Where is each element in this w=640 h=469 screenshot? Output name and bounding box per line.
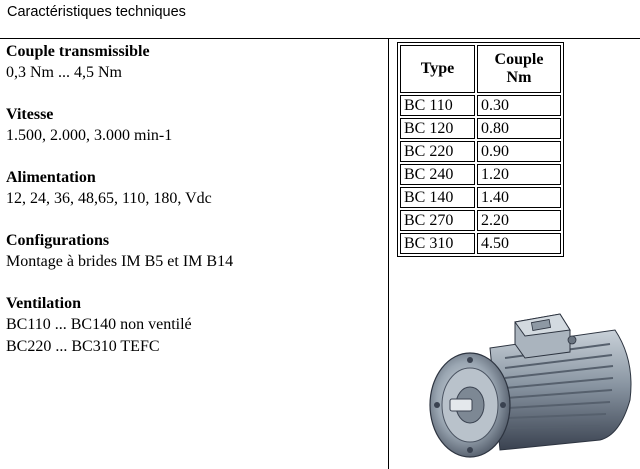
cell-type: BC 240 xyxy=(400,164,475,185)
page-header xyxy=(0,0,640,39)
spec-value: Montage à brides IM B5 et IM B14 xyxy=(6,253,234,270)
cell-type: BC 310 xyxy=(400,233,475,254)
spec-ventilation xyxy=(6,294,384,358)
column-header-couple-line1: Couple xyxy=(494,51,544,68)
table-row xyxy=(400,118,561,139)
spec-title: Couple transmissible xyxy=(6,43,150,60)
cell-type: BC 110 xyxy=(400,95,475,116)
cell-couple: 4.50 xyxy=(477,233,561,254)
spec-title: Configurations xyxy=(6,232,110,249)
motor-image xyxy=(420,300,640,469)
column-divider xyxy=(388,39,389,469)
specs-list xyxy=(6,42,384,379)
spec-title: Ventilation xyxy=(6,295,81,312)
table-row xyxy=(400,210,561,231)
cell-type: BC 120 xyxy=(400,118,475,139)
column-header-couple-line2: Nm xyxy=(506,69,532,86)
spec-alimentation xyxy=(6,168,384,210)
spec-title: Vitesse xyxy=(6,106,54,123)
cell-type: BC 140 xyxy=(400,187,475,208)
cell-couple: 0.30 xyxy=(477,95,561,116)
spec-value: 12, 24, 36, 48,65, 110, 180, Vdc xyxy=(6,190,212,207)
cell-couple: 1.20 xyxy=(477,164,561,185)
column-header-couple xyxy=(477,45,561,93)
spec-vitesse xyxy=(6,105,384,147)
table-row xyxy=(400,95,561,116)
table-row xyxy=(400,164,561,185)
spec-value: BC110 ... BC140 non ventilé xyxy=(6,316,192,333)
spec-value: 1.500, 2.000, 3.000 min-1 xyxy=(6,127,173,144)
cell-couple: 0.80 xyxy=(477,118,561,139)
table-header-row xyxy=(400,45,561,93)
spec-configurations xyxy=(6,231,384,273)
cell-couple: 2.20 xyxy=(477,210,561,231)
spec-title: Alimentation xyxy=(6,169,96,186)
page-title: Caractéristiques techniques xyxy=(7,4,186,20)
spec-value: 0,3 Nm ... 4,5 Nm xyxy=(6,64,122,81)
spec-value: BC220 ... BC310 TEFC xyxy=(6,338,160,355)
torque-table xyxy=(397,42,564,257)
table-row xyxy=(400,187,561,208)
column-header-type: Type xyxy=(400,45,475,93)
cell-couple: 0.90 xyxy=(477,141,561,162)
table-row xyxy=(400,141,561,162)
cell-type: BC 270 xyxy=(400,210,475,231)
spec-couple xyxy=(6,42,384,84)
cell-couple: 1.40 xyxy=(477,187,561,208)
cell-type: BC 220 xyxy=(400,141,475,162)
table-row xyxy=(400,233,561,254)
